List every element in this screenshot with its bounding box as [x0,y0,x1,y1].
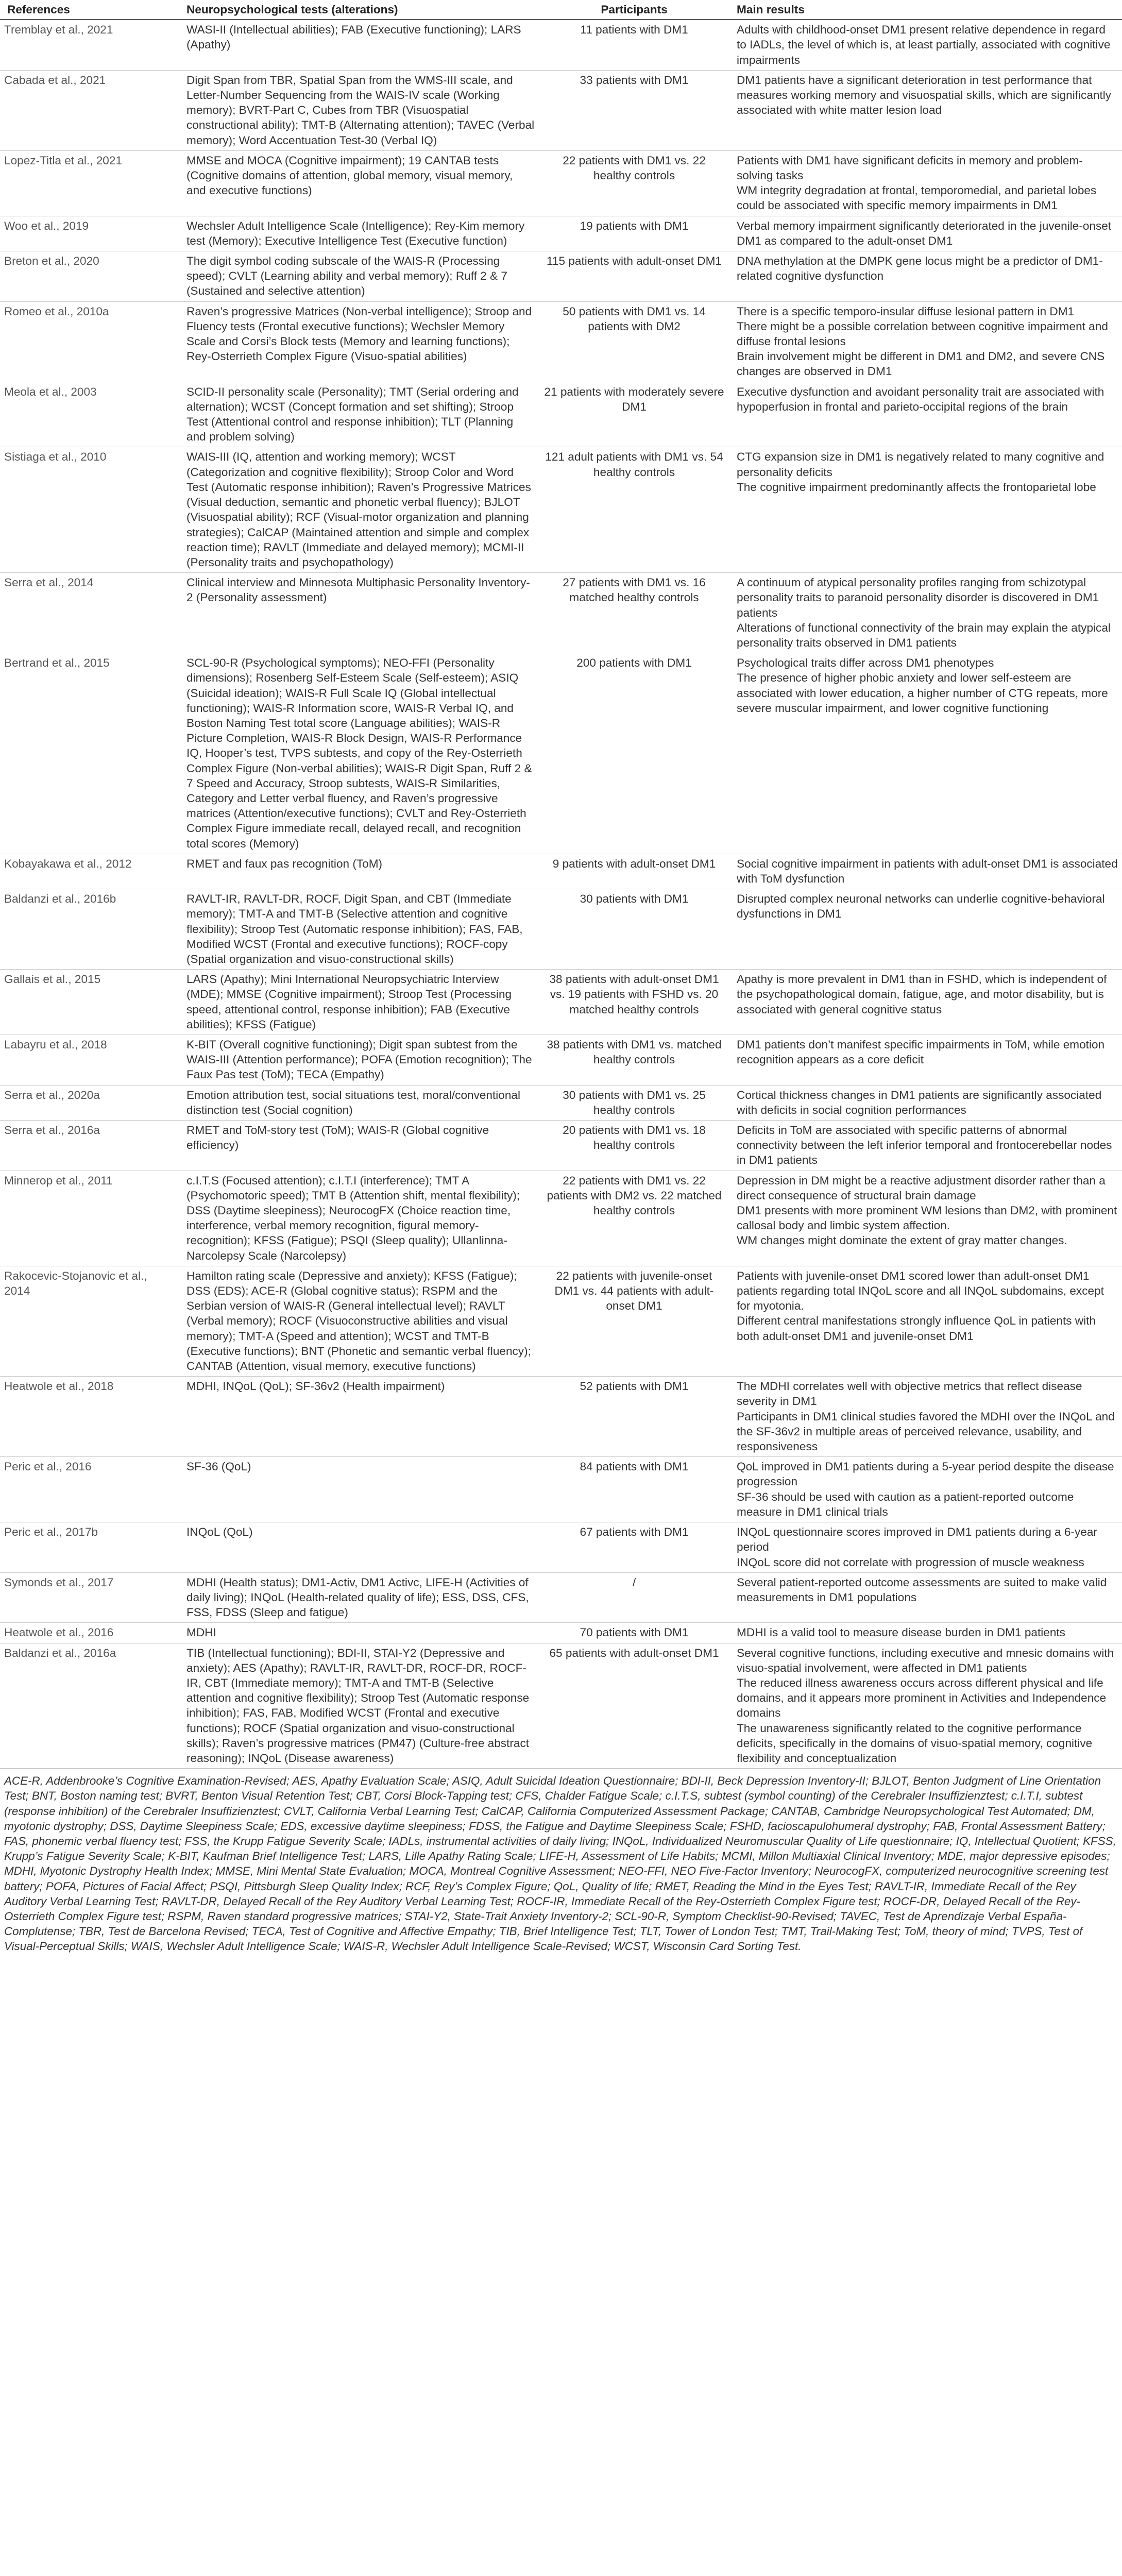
header-results: Main results [729,2,1122,20]
neuropsych-table [0,2,1122,1769]
cell-tests: Digit Span from TBR, Spatial Span from the WMS-III scale, and Letter-Number Sequencing from the WAIS-IV scale (Working memory); BVRT-Part C, Cubes from TBR (Visuospatial constructional ability); TMT-B (Alternating attention); TAVEC (Verbal memory); Word Accentuation Test-30 (Verbal IQ) [179,70,539,150]
cell-results [729,301,1122,382]
cell-tests: SCL-90-R (Psychological symptoms); NEO-FFI (Personality dimensions); Rosenberg Self-Esteem Scale (Self-esteem); ASIQ (Suicidal ideation); WAIS-R Full Scale IQ (Global intellectual functioning); WAIS-R Information score, WAIS-R Verbal IQ, and Boston Naming Test total score (Language abilities); WAIS-R Picture Completion, WAIS-R Block Design, WAIS-R Performance IQ, Hooper’s test, TVPS subtests, and copy of the Rey-Osterrieth Complex Figure (Non-verbal abilities); WAIS-R Digit Span, Ruff 2 & 7 Speed and Accuracy, Stroop subtests, WAIS-R Similarities, Category and Letter verbal fluency, and Raven’s progressive matrices (Attention/executive functions); CVLT and Rey-Osterrieth Complex Figure immediate recall, delayed recall, and recognition total scores (Memory) [179,653,539,854]
cell-reference: Rakocevic-Stojanovic et al., 2014 [0,1266,179,1376]
result-line: Depression in DM might be a reactive adjustment disorder rather than a direct consequence of structural brain damage [737,1174,1106,1202]
table-row [0,1623,1122,1643]
cell-tests: RAVLT-IR, RAVLT-DR, ROCF, Digit Span, and CBT (Immediate memory); TMT-A and TMT-B (Selective attention and cognitive flexibility); Stroop Test (Automatic response inhibition); FAS, FAB, Modified WCST (Frontal and executive functions); ROCF-copy (Spatial organization and visuo-constructional skills) [179,889,539,970]
table-row [0,301,1122,382]
cell-tests: LARS (Apathy); Mini International Neuropsychiatric Interview (MDE); MMSE (Cognitive impairment); Stroop Test (Processing speed, attentional control, response inhibition); FAB (Executive abilities); KFSS (Fatigue) [179,970,539,1035]
header-participants: Participants [539,2,729,20]
result-line: DNA methylation at the DMPK gene locus might be a predictor of DM1-related cognitive dysfunction [737,255,1103,283]
table-row [0,889,1122,970]
cell-reference: Sistiaga et al., 2010 [0,447,179,573]
result-line: Several patient-reported outcome assessments are suited to make valid measurements in DM1 populations [737,1575,1107,1604]
cell-reference: Serra et al., 2014 [0,573,179,653]
cell-tests: WASI-II (Intellectual abilities); FAB (Executive functioning); LARS (Apathy) [179,20,539,70]
table-row [0,150,1122,216]
cell-participants: 52 patients with DM1 [539,1377,729,1457]
result-line: DM1 patients don’t manifest specific impairments in ToM, while emotion recognition appears as a core deficit [737,1038,1105,1066]
result-line: The cognitive impairment predominantly affects the frontoparietal lobe [737,480,1096,494]
table-row [0,573,1122,653]
table-row [0,1457,1122,1522]
cell-tests: TIB (Intellectual functioning); BDI-II, STAI-Y2 (Depressive and anxiety); AES (Apathy); RAVLT-IR, RAVLT-DR, ROCF-DR, ROCF-IR, CBT (Immediate memory); TMT-A and TMT-B (Selective attention and cognitive flexibility); Stroop Test (Automatic response inhibition); FAS, FAB, Modified WCST (Frontal and executive functions); ROCF (Spatial organization and visuo-constructional skills); Raven’s progressive matrices (PM47) (Culture-free abstract reasoning); INQoL (Disease awareness) [179,1643,539,1769]
cell-participants: 30 patients with DM1 [539,889,729,970]
cell-reference: Kobayakawa et al., 2012 [0,854,179,889]
cell-results [729,653,1122,854]
cell-results [729,1266,1122,1376]
cell-participants: 20 patients with DM1 vs. 18 healthy controls [539,1121,729,1171]
cell-tests: Clinical interview and Minnesota Multiphasic Personality Inventory-2 (Personality assessment) [179,573,539,653]
cell-tests: RMET and ToM-story test (ToM); WAIS-R (Global cognitive efficiency) [179,1121,539,1171]
cell-participants: 21 patients with moderately severe DM1 [539,382,729,447]
cell-tests: Wechsler Adult Intelligence Scale (Intelligence); Rey-Kim memory test (Memory); Executive Intelligence Test (Executive function) [179,216,539,251]
table-header-row [0,2,1122,20]
cell-results [729,889,1122,970]
cell-tests: Raven’s progressive Matrices (Non-verbal intelligence); Stroop and Fluency tests (Frontal executive functions); Wechsler Memory Scale and Corsi’s Block tests (Memory and learning functions); Rey-Osterrieth Complex Figure (Visuo-spatial abilities) [179,301,539,382]
cell-tests: K-BIT (Overall cognitive functioning); Digit span subtest from the WAIS-III (Attention performance); POFA (Emotion recognition); The Faux Pas test (ToM); TECA (Empathy) [179,1035,539,1086]
table-row [0,1035,1122,1086]
cell-results [729,1623,1122,1643]
cell-tests: Hamilton rating scale (Depressive and anxiety); KFSS (Fatigue); DSS (EDS); ACE-R (Global cognitive status); RSPM and the Serbian version of WAIS-R (General intellectual level); RAVLT (Verbal memory); ROCF (Visuoconstructive abilities and visual memory); TMT-A (Speed and attention); WCST and TMT-B (Executive functions); BNT (Phonetic and semantic verbal fluency); CANTAB (Attention, visual memory, executive functions) [179,1266,539,1376]
result-line: Patients with juvenile-onset DM1 scored lower than adult-onset DM1 patients regarding total INQoL score and all INQoL subdomains, except for myotonia. [737,1269,1104,1313]
cell-tests: MDHI [179,1623,539,1643]
result-line: WM integrity degradation at frontal, temporomedial, and parietal lobes could be associated with specific memory impairments in DM1 [737,184,1097,212]
table-row [0,251,1122,302]
cell-results [729,382,1122,447]
result-line: Adults with childhood-onset DM1 present relative dependence in regard to IADLs, the level of which is, at least partially, associated with cognitive impairments [737,23,1111,66]
cell-results [729,1121,1122,1171]
cell-participants: 84 patients with DM1 [539,1457,729,1522]
cell-results [729,1522,1122,1573]
result-line: INQoL questionnaire scores improved in DM1 patients during a 6-year period [737,1526,1097,1554]
cell-results [729,854,1122,889]
table-row [0,1572,1122,1623]
cell-results [729,251,1122,302]
cell-participants: 33 patients with DM1 [539,70,729,150]
header-tests: Neuropsychological tests (alterations) [179,2,539,20]
table-row [0,1171,1122,1266]
cell-reference: Peric et al., 2016 [0,1457,179,1522]
cell-tests: WAIS-III (IQ, attention and working memory); WCST (Categorization and cognitive flexibility); Stroop Color and Word Test (Automatic response inhibition); Raven’s Progressive Matrices (Visual deduction, semantic and phonetic verbal fluency); BJLOT (Visuospatial ability); RCF (Visual-motor organization and planning strategies); CalCAP (Maintained attention and simple and complex reaction time); RAVLT (Immediate and delayed memory); MCMI-II (Personality traits and psychopathology) [179,447,539,573]
cell-reference: Cabada et al., 2021 [0,70,179,150]
result-line: Social cognitive impairment in patients with adult-onset DM1 is associated with ToM dysfunction [737,857,1118,885]
table-row [0,1085,1122,1120]
result-line: Cortical thickness changes in DM1 patients are significantly associated with deficits in social cognition performances [737,1088,1102,1116]
table-row [0,216,1122,251]
cell-results [729,1457,1122,1522]
cell-tests: MDHI (Health status); DM1-Activ, DM1 Activc, LIFE-H (Activities of daily living); INQoL (Health-related quality of life); ESS, DSS, CFS, FSS, FDSS (Sleep and fatigue) [179,1572,539,1623]
cell-results [729,1572,1122,1623]
cell-participants: 200 patients with DM1 [539,653,729,854]
cell-reference: Minnerop et al., 2011 [0,1171,179,1266]
result-line: Several cognitive functions, including executive and mnesic domains with visuo-spatial involvement, were affected in DM1 patients [737,1646,1114,1674]
cell-participants: 67 patients with DM1 [539,1522,729,1573]
cell-reference: Bertrand et al., 2015 [0,653,179,854]
result-line: Patients with DM1 have significant deficits in memory and problem-solving tasks [737,154,1083,182]
cell-results [729,20,1122,70]
result-line: A continuum of atypical personality profiles ranging from schizotypal personality traits to paranoid personality disorder is discovered in DM1 patients [737,576,1099,619]
cell-results [729,1377,1122,1457]
cell-participants: 19 patients with DM1 [539,216,729,251]
table-row [0,20,1122,70]
cell-reference: Baldanzi et al., 2016a [0,1643,179,1769]
result-line: Participants in DM1 clinical studies favored the MDHI over the INQoL and the SF-36v2 in multiple areas of perceived relevance, usability, and responsiveness [737,1410,1115,1453]
cell-participants: 22 patients with DM1 vs. 22 healthy controls [539,150,729,216]
table-row [0,970,1122,1035]
cell-participants: / [539,1572,729,1623]
cell-tests: MDHI, INQoL (QoL); SF-36v2 (Health impairment) [179,1377,539,1457]
cell-reference: Heatwole et al., 2016 [0,1623,179,1643]
cell-tests: SCID-II personality scale (Personality); TMT (Serial ordering and alternation); WCST (Concept formation and set shifting); Stroop Test (Attentional control and response inhibition); TLT (Planning and problem solving) [179,382,539,447]
cell-reference: Heatwole et al., 2018 [0,1377,179,1457]
result-line: CTG expansion size in DM1 is negatively related to many cognitive and personality deficits [737,450,1104,479]
table-row [0,854,1122,889]
result-line: QoL improved in DM1 patients during a 5-year period despite the disease progression [737,1460,1114,1488]
cell-participants: 22 patients with juvenile-onset DM1 vs. 44 patients with adult-onset DM1 [539,1266,729,1376]
table-row [0,382,1122,447]
cell-results [729,1171,1122,1266]
cell-tests: SF-36 (QoL) [179,1457,539,1522]
table-row [0,1643,1122,1769]
result-line: Psychological traits differ across DM1 phenotypes [737,656,994,670]
cell-results [729,216,1122,251]
result-line: DM1 presents with more prominent WM lesions than DM2, with prominent callosal body and limbic system affection. [737,1204,1117,1232]
table-row [0,1377,1122,1457]
cell-reference: Tremblay et al., 2021 [0,20,179,70]
result-line: The MDHI correlates well with objective metrics that reflect disease severity in DM1 [737,1380,1082,1408]
result-line: Brain involvement might be different in DM1 and DM2, and severe CNS changes are observed in DM1 [737,350,1105,378]
cell-reference: Baldanzi et al., 2016b [0,889,179,970]
cell-tests: INQoL (QoL) [179,1522,539,1573]
cell-reference: Romeo et al., 2010a [0,301,179,382]
cell-participants: 65 patients with adult-onset DM1 [539,1643,729,1769]
cell-reference: Meola et al., 2003 [0,382,179,447]
cell-participants: 27 patients with DM1 vs. 16 matched healthy controls [539,573,729,653]
cell-results [729,150,1122,216]
result-line: There might be a possible correlation between cognitive impairment and diffuse frontal lesions [737,319,1108,348]
cell-reference: Serra et al., 2020a [0,1085,179,1120]
table-row [0,1121,1122,1171]
result-line: The presence of higher phobic anxiety and lower self-esteem are associated with lower education, a higher number of CTG repeats, more severe muscular impairment, and lower cognitive functioning [737,671,1108,715]
cell-participants: 38 patients with DM1 vs. matched healthy controls [539,1035,729,1086]
cell-participants: 50 patients with DM1 vs. 14 patients with DM2 [539,301,729,382]
cell-reference: Symonds et al., 2017 [0,1572,179,1623]
result-line: Different central manifestations strongly influence QoL in patients with both adult-onset DM1 and juvenile-onset DM1 [737,1314,1096,1343]
cell-reference: Peric et al., 2017b [0,1522,179,1573]
cell-tests: Emotion attribution test, social situations test, moral/conventional distinction test (Social cognition) [179,1085,539,1120]
cell-participants: 11 patients with DM1 [539,20,729,70]
cell-reference: Labayru et al., 2018 [0,1035,179,1086]
result-line: SF-36 should be used with caution as a patient-reported outcome measure in DM1 clinical trials [737,1490,1074,1518]
cell-reference: Gallais et al., 2015 [0,970,179,1035]
cell-reference: Woo et al., 2019 [0,216,179,251]
table-row [0,70,1122,150]
cell-results [729,70,1122,150]
result-line: MDHI is a valid tool to measure disease burden in DM1 patients [737,1626,1065,1639]
cell-tests: MMSE and MOCA (Cognitive impairment); 19 CANTAB tests (Cognitive domains of attention, global memory, visual memory, and executive functions) [179,150,539,216]
cell-tests: c.I.T.S (Focused attention); c.I.T.I (interference); TMT A (Psychomotoric speed); TMT B (Attention shift, mental flexibility); DSS (Daytime sleepiness); NeurocogFX (Choice reaction time, interference, verbal memory recognition, figural memory-recognition); KFSS (Fatigue); PSQI (Sleep quality); Ullanlinna-Narcolepsy Scale (Narcolepsy) [179,1171,539,1266]
abbreviations-footnote: ACE-R, Addenbrooke’s Cognitive Examination-Revised; AES, Apathy Evaluation Scale; ASIQ, Adult Suicidal Ideation Questionnaire; BDI-II, Beck Depression Inventory-II; BJLOT, Benton Judgment of Line Orientation Test; BNT, Boston naming test; BVRT, Benton Visual Retention Test; CBT, Corsi Block-Tapping test; CFS, Chalder Fatigue Scale; c.I.T.S, subtest (symbol counting) of the Cerebraler Insuffizienztest; c.I.T.I, subtest (response inhibition) of the Cerebraler Insuffizienztest; CVLT, California Verbal Learning Test; CalCAP, California Computerized Assessment Package; CANTAB, Cambridge Neuropsychological Test Automated; DM, myotonic dystrophy; DSS, Daytime Sleepiness Scale; EDS, excessive daytime sleepiness; FDSS, the Fatigue and Daytime Sleepiness Scale; FSHD, facioscapulohumeral dystrophy; FAB, Frontal Assessment Battery; FAS, phonemic verbal fluency test; FSS, the Krupp Fatigue Severity Scale; IADLs, instrumental activities of daily living; INQoL, Individualized Neuromuscular Quality of Life questionnaire; IQ, Intellectual Quotient; KFSS, Krupp’s Fatigue Severity Scale; K-BIT, Kaufman Brief Intelligence Test; LARS, Lille Apathy Rating Scale; LIFE-H, Assessment of Life Habits; MCMI, Millon Multiaxial Clinical Inventory; MDE, major depressive episodes; MDHI, Myotonic Dystrophy Health Index; MMSE, Mini Mental State Evaluation; MOCA, Montreal Cognitive Assessment; NEO-FFI, NEO Five-Factor Inventory; NeurocogFX, computerized neurocognitive screening test battery; POFA, Pictures of Facial Affect; PSQI, Pittsburgh Sleep Quality Index; RCF, Rey’s Complex Figure; QoL, Quality of life; RMET, Reading the Mind in the Eyes Test; RAVLT-IR, Immediate Recall of the Rey Auditory Verbal Learning Test; RAVLT-DR, Delayed Recall of the Rey Auditory Verbal Learning Test; ROCF-IR, Immediate Recall of the Rey-Osterrieth Complex Figure test; ROCF-DR, Delayed Recall of the Rey-Osterrieth Complex Figure test; RSPM, Raven standard progressive matrices; STAI-Y2, State-Trait Anxiety Inventory-2; SCL-90-R, Symptom Checklist-90-Revised; TAVEC, Test de Aprendizaje Verbal España-Complutense; TBR, Test de Barcelona Revised; TECA, Test of Cognitive and Affective Empathy; TIB, Brief Intelligence Test; TLT, Tower of London Test; TMT, Trail-Making Test; ToM, theory of mind; TVPS, Test of Visual-Perceptual Skills; WAIS, Wechsler Adult Intelligence Scale; WAIS-R, Wechsler Adult Intelligence Scale-Revised; WCST, Wisconsin Card Sorting Test. [0,1769,1122,1954]
cell-results [729,573,1122,653]
result-line: INQoL score did not correlate with progression of muscle weakness [737,1555,1084,1569]
header-references: References [0,2,179,20]
result-line: Disrupted complex neuronal networks can underlie cognitive-behavioral dysfunctions in DM1 [737,892,1105,921]
cell-participants: 38 patients with adult-onset DM1 vs. 19 patients with FSHD vs. 20 matched healthy controls [539,970,729,1035]
result-line: Alterations of functional connectivity of the brain may explain the atypical personality traits observed in DM1 patients [737,621,1111,649]
cell-participants: 70 patients with DM1 [539,1623,729,1643]
result-line: The reduced illness awareness occurs across different physical and life domains, and it appears more prominent in Activities and Independence domains [737,1676,1107,1720]
cell-participants: 115 patients with adult-onset DM1 [539,251,729,302]
result-line: Executive dysfunction and avoidant personality trait are associated with hypoperfusion in frontal and parieto-occipital regions of the brain [737,385,1104,413]
result-line: Verbal memory impairment significantly deteriorated in the juvenile-onset DM1 as compared to the adult-onset DM1 [737,219,1112,247]
cell-tests: RMET and faux pas recognition (ToM) [179,854,539,889]
table-row [0,1266,1122,1376]
result-line: WM changes might dominate the extent of gray matter changes. [737,1234,1067,1247]
table-body [0,20,1122,1768]
result-line: The unawareness significantly related to the cognitive performance deficits, specifically in the domains of visuo-spatial memory, cognitive flexibility and conceptualization [737,1721,1093,1765]
cell-participants: 22 patients with DM1 vs. 22 patients with DM2 vs. 22 matched healthy controls [539,1171,729,1266]
cell-results [729,970,1122,1035]
cell-results [729,447,1122,573]
table-row [0,1522,1122,1573]
cell-reference: Breton et al., 2020 [0,251,179,302]
table-row [0,447,1122,573]
cell-results [729,1085,1122,1120]
cell-reference: Serra et al., 2016a [0,1121,179,1171]
cell-results [729,1643,1122,1769]
cell-reference: Lopez-Titla et al., 2021 [0,150,179,216]
cell-tests: The digit symbol coding subscale of the WAIS-R (Processing speed); CVLT (Learning ability and verbal memory); Ruff 2 & 7 (Sustained and selective attention) [179,251,539,302]
result-line: Apathy is more prevalent in DM1 than in FSHD, which is independent of the psychopathological domain, fatigue, age, and motor disability, but is associated with general cognitive status [737,973,1107,1016]
result-line: There is a specific temporo-insular diffuse lesional pattern in DM1 [737,304,1075,318]
cell-participants: 30 patients with DM1 vs. 25 healthy controls [539,1085,729,1120]
cell-participants: 121 adult patients with DM1 vs. 54 healthy controls [539,447,729,573]
cell-results [729,1035,1122,1086]
table-row [0,653,1122,854]
cell-participants: 9 patients with adult-onset DM1 [539,854,729,889]
result-line: DM1 patients have a significant deterioration in test performance that measures working memory and visuospatial skills, which are significantly associated with white matter lesion load [737,73,1112,117]
result-line: Deficits in ToM are associated with specific patterns of abnormal connectivity between the left inferior temporal and frontocerebellar nodes in DM1 patients [737,1124,1112,1167]
